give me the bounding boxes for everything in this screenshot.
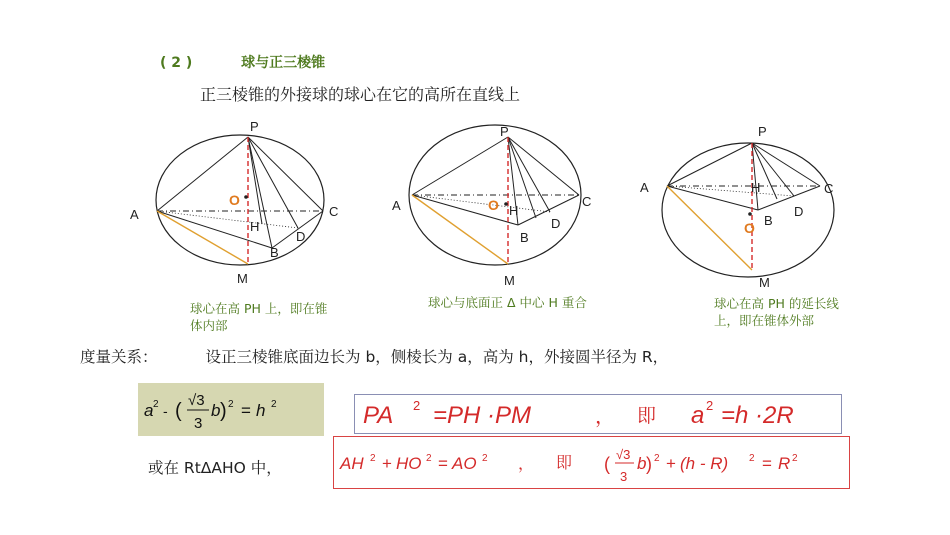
figure-3-sphere xyxy=(662,143,834,277)
measure-line xyxy=(80,345,668,367)
svg-text:): ) xyxy=(646,454,652,474)
svg-text:=h ·2R: =h ·2R xyxy=(721,402,794,429)
measure-text: 设正三棱锥底面边长为 b，侧棱长为 a，高为 h，外接圆半径为 R， xyxy=(205,348,669,366)
svg-text:AO: AO xyxy=(452,454,477,473)
svg-text:2: 2 xyxy=(413,398,421,413)
formula-box-ah xyxy=(333,436,850,489)
section-number: ( 2 ) xyxy=(160,55,193,71)
svg-text:(: ( xyxy=(604,454,610,474)
svg-text:b: b xyxy=(637,454,647,473)
svg-text:(h - R): (h - R) xyxy=(680,454,729,473)
svg-text:2: 2 xyxy=(228,399,234,410)
fig3-label-O: O xyxy=(744,220,755,236)
svg-text:a: a xyxy=(144,401,154,420)
svg-text:a: a xyxy=(691,402,705,429)
measure-label: 度量关系： xyxy=(80,348,158,366)
svg-text:+: + xyxy=(382,454,392,473)
formula-pythagoras xyxy=(138,383,324,436)
figure-2 xyxy=(392,124,591,288)
svg-text:+: + xyxy=(666,454,676,473)
svg-text:√3: √3 xyxy=(616,447,631,462)
svg-text:h: h xyxy=(256,401,266,420)
section-title: 球与正三棱锥 xyxy=(241,55,326,71)
fig1-label-D: D xyxy=(296,229,306,244)
svg-text:2: 2 xyxy=(706,398,714,413)
fig3-label-M: M xyxy=(759,275,770,290)
fig2-label-B: B xyxy=(520,230,529,245)
fig3-label-D: D xyxy=(794,204,804,219)
svg-text:2: 2 xyxy=(792,453,798,464)
formula-ah xyxy=(334,437,849,488)
svg-text:3: 3 xyxy=(194,415,203,432)
fig3-label-B: B xyxy=(764,213,773,228)
svg-text:AH: AH xyxy=(340,454,364,473)
svg-text:=: = xyxy=(762,454,772,473)
fig1-label-P: P xyxy=(250,119,259,134)
svg-text:即: 即 xyxy=(637,406,657,427)
svg-text:，: ， xyxy=(595,406,615,428)
svg-text:2: 2 xyxy=(426,453,432,464)
fig2-label-O: O xyxy=(488,197,499,213)
fig2-label-H: H xyxy=(509,203,519,218)
intro-text: 正三棱锥的外接球的球心在它的高所在直线上 xyxy=(200,85,521,104)
svg-text:b: b xyxy=(211,401,221,420)
svg-text:√3: √3 xyxy=(188,392,205,409)
fig3-label-A: A xyxy=(640,180,649,195)
svg-text:=PH ·PM: =PH ·PM xyxy=(433,402,532,429)
fig2-label-M: M xyxy=(504,273,515,288)
figure-3-caption: 球心在高 PH 的延长线 上，即在锥体外部 xyxy=(714,296,839,328)
fig1-label-A: A xyxy=(130,207,139,222)
figure-1-caption: 球心在高 PH 上，即在锥 体内部 xyxy=(190,301,328,333)
svg-text:PA: PA xyxy=(363,402,394,429)
svg-text:，: ， xyxy=(518,456,535,473)
svg-text:HO: HO xyxy=(396,454,422,473)
svg-text:即: 即 xyxy=(556,455,573,472)
svg-text:=: = xyxy=(241,401,251,420)
formula-box-pa xyxy=(354,394,842,434)
fig2-label-A: A xyxy=(392,198,401,213)
or-rt-triangle-text: 或在 RtΔAHO 中， xyxy=(148,459,282,477)
fig2-label-P: P xyxy=(500,124,509,139)
svg-text:2: 2 xyxy=(271,399,277,410)
fig1-label-M: M xyxy=(237,271,248,286)
formula-pa xyxy=(355,395,841,433)
fig3-label-C: C xyxy=(824,181,834,196)
svg-text:2: 2 xyxy=(654,453,660,464)
svg-text:-: - xyxy=(163,403,168,419)
svg-text:2: 2 xyxy=(749,453,755,464)
fig1-label-C: C xyxy=(329,204,339,219)
svg-text:(: ( xyxy=(175,400,182,422)
svg-text:2: 2 xyxy=(370,453,376,464)
svg-text:R: R xyxy=(778,454,791,473)
figure-2-caption: 球心与底面正 Δ 中心 H 重合 xyxy=(428,295,587,310)
fig2-label-C: C xyxy=(582,194,592,209)
fig2-label-D: D xyxy=(551,216,561,231)
svg-text:3: 3 xyxy=(620,469,628,484)
figure-1-sphere xyxy=(156,135,324,265)
figure-1 xyxy=(130,119,338,286)
fig3-label-P: P xyxy=(758,124,767,139)
fig1-label-B: B xyxy=(270,245,279,260)
fig1-label-O: O xyxy=(229,192,240,208)
svg-text:): ) xyxy=(220,400,227,422)
svg-text:=: = xyxy=(438,454,448,473)
fig1-label-H: H xyxy=(250,219,260,234)
formula-box-pythagoras xyxy=(138,383,324,436)
svg-text:2: 2 xyxy=(153,399,159,410)
fig3-label-H: H xyxy=(751,180,761,195)
svg-text:2: 2 xyxy=(482,453,488,464)
figure-3 xyxy=(640,124,834,290)
